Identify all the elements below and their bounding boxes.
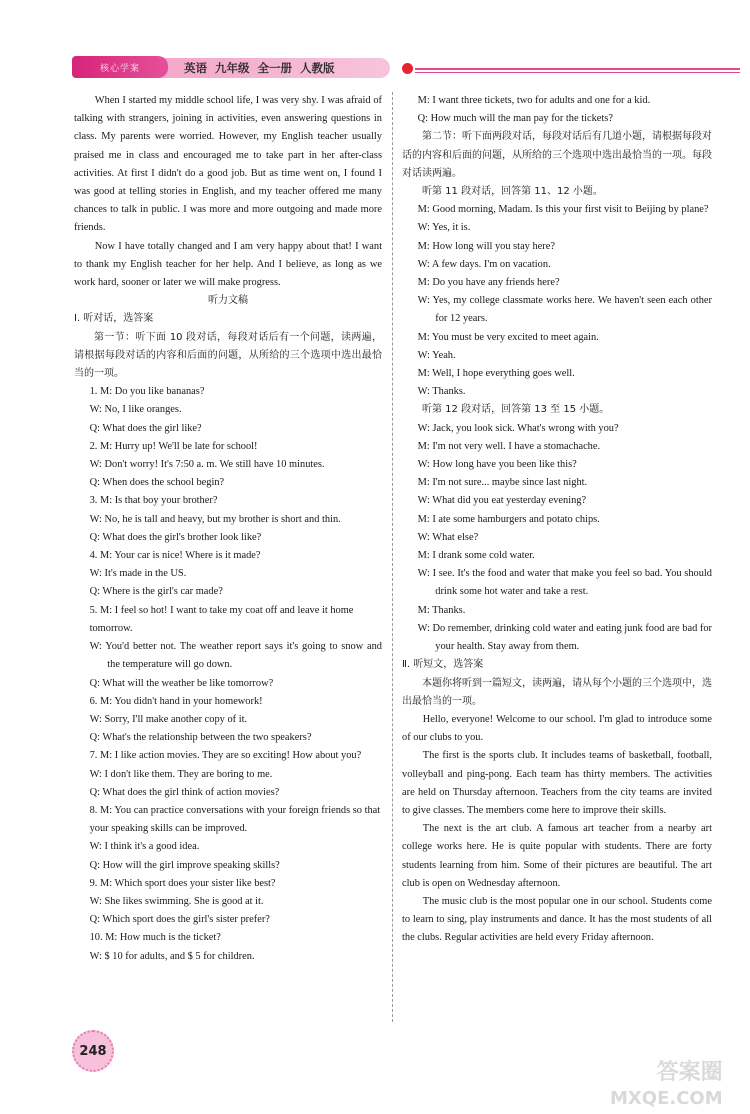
part-1-section-2-instructions: 第二节：听下面两段对话，每段对话后有几道小题，请根据每段对话的内容和后面的问题，从所给的三个选项中选出最恰当的一项。每段对话读两遍。 — [402, 131, 712, 179]
dialogue-list-11 — [402, 201, 712, 401]
dialogue-line: W: No, I like oranges. — [89, 404, 182, 416]
dialogue-line: W: Yes, my college classmate works here. We haven't seen each other for 12 years. — [417, 295, 712, 325]
dialogue-line: W: Jack, you look sick. What's wrong with you? — [417, 422, 619, 434]
dialogue-line: Q: How much will the man pay for the tickets? — [417, 113, 613, 125]
dialogue-line: W: A few days. I'm on vacation. — [417, 258, 551, 270]
dialogue-line: 4. M: Your car is nice! Where is it made? — [89, 550, 261, 562]
dialogue-line: M: I'm not very well. I have a stomachache. — [417, 440, 601, 452]
dialogue-line: M: Thanks. — [417, 604, 466, 616]
passage-paragraph-4: The music club is the most popular one in our school. Students come to learn to sing, play instruments and dance. It has the most students of all the clubs. Regular activities are held every Friday afternoon. — [402, 895, 712, 944]
dialogue-line: 7. M: I like action movies. They are so exciting! How about you? — [89, 750, 362, 762]
dialogue-line: W: Yes, it is. — [417, 222, 471, 234]
dialogue-list-1 — [74, 383, 382, 966]
right-column — [402, 92, 712, 948]
dialogue-12-heading: 听第 12 段对话，回答第 13 至 15 小题。 — [422, 404, 610, 416]
header-tab: 核心学案 — [72, 56, 168, 78]
part-2-instructions: 本题你将听到一篇短文，读两遍，请从每个小题的三个选项中，选出最恰当的一项。 — [402, 677, 712, 707]
dialogue-list-12 — [402, 420, 712, 657]
dialogue-line: M: I want three tickets, two for adults and one for a kid. — [417, 95, 651, 106]
part-1-heading: Ⅰ. 听对话，选答案 — [74, 313, 154, 325]
dialogue-line: W: It's made in the US. — [89, 568, 187, 580]
page-number: 248 — [79, 1043, 107, 1059]
watermark — [610, 1060, 723, 1112]
dialogue-line: W: I think it's a good idea. — [89, 841, 200, 853]
dialogue-line: 10. M: How much is the ticket? — [89, 932, 221, 944]
dialogue-line: M: I'm not sure... maybe since last night. — [417, 477, 588, 489]
header-dot — [402, 63, 413, 74]
dialogue-line: M: Do you have any friends here? — [417, 277, 560, 289]
dialogue-line: W: Thanks. — [417, 386, 466, 398]
dialogue-line: M: You must be very excited to meet again. — [417, 331, 599, 343]
header-title: 英语 九年级 全一册 人教版 — [150, 58, 390, 78]
left-column — [74, 92, 382, 966]
passage-paragraph-2: The first is the sports club. It includes teams of basketball, football, volleyball and ping-pong. Each team has thirty members. The activities are held on Thursday afternoon. Teachers from the city teams are invited to give classes. The members come here to improve their skills. — [402, 750, 712, 816]
dialogue-line: W: How long have you been like this? — [417, 459, 577, 471]
dialogue-line: M: I drank some cold water. — [417, 550, 535, 562]
dialogue-line: W: You'd better not. The weather report says it's going to snow and the temperature will go down. — [89, 641, 382, 671]
dialogue-line: Q: What does the girl's brother look like? — [89, 531, 262, 543]
dialogue-line: Q: What's the relationship between the two speakers? — [89, 732, 312, 744]
dialogue-line: 2. M: Hurry up! We'll be late for school! — [89, 440, 258, 452]
dialogue-11-heading: 听第 11 段对话，回答第 11、12 小题。 — [422, 186, 603, 198]
dialogue-line: M: I ate some hamburgers and potato chips. — [417, 513, 600, 525]
dialogue-line: Q: What does the girl think of action movies? — [89, 786, 280, 798]
dialogue-line: 8. M: You can practice conversations with your foreign friends so that your speaking skills can be improved. — [89, 804, 381, 835]
passage-paragraph-1: Hello, everyone! Welcome to our school. I'm glad to introduce some of our clubs to you. — [402, 713, 712, 744]
dialogue-line: W: Yeah. — [417, 349, 456, 361]
dialogue-line: 6. M: You didn't hand in your homework! — [89, 695, 263, 707]
dialogue-line: Q: Which sport does the girl's sister prefer? — [89, 914, 270, 926]
dialogue-line: Q: Where is the girl's car made? — [89, 586, 223, 598]
dialogue-line: Q: What will the weather be like tomorrow? — [89, 677, 274, 689]
dialogue-line: Q: When does the school begin? — [89, 477, 225, 489]
watermark-line-1: 答案圈 — [656, 1060, 723, 1085]
page-number-badge — [72, 1030, 114, 1072]
story-paragraph-1: When I started my middle school life, I was very shy. I was afraid of talking with strangers, joining in activities, even answering questions in class. My parents were worried. However, my English teacher usually praised me in class and encouraged me to take part in her after-class activities. At first I didn't do a good job. But as time went on, I found I was good at telling stories in English, and my teacher offered me many chances to talk in public. I was more and more outgoing and made more friends. — [74, 95, 382, 234]
dialogue-line: W: Don't worry! It's 7:50 a. m. We still have 10 minutes. — [89, 459, 325, 471]
watermark-line-2: MXQE.COM — [610, 1088, 723, 1109]
part-2-heading: Ⅱ. 听短文，选答案 — [402, 659, 484, 671]
dialogue-line: W: I see. It's the food and water that make you feel so bad. You should drink some hot water and take a rest. — [417, 568, 712, 598]
dialogue-line: W: What did you eat yesterday evening? — [417, 495, 587, 507]
header-rule — [415, 68, 740, 70]
dialogue-line: W: Sorry, I'll make another copy of it. — [89, 713, 248, 725]
dialogue-line: 5. M: I feel so hot! I want to take my coat off and leave it home tomorrow. — [89, 604, 354, 634]
section-title: 听力文稿 — [208, 295, 248, 307]
dialogue-line: W: What else? — [417, 531, 479, 543]
header-rule-thin — [415, 72, 740, 73]
dialogue-line: 3. M: Is that boy your brother? — [89, 495, 218, 507]
dialogue-line: Q: How will the girl improve speaking skills? — [89, 859, 280, 871]
dialogue-line: W: No, he is tall and heavy, but my brother is short and thin. — [89, 513, 341, 525]
dialogue-line: Q: What does the girl like? — [89, 422, 202, 434]
column-divider — [392, 92, 393, 1022]
passage-paragraph-3: The next is the art club. A famous art teacher from a nearby art college works here. He is quite popular with students. There are forty students learning from him. Some of their pictures are beautiful. The art club is open on Wednesday afternoon. — [402, 823, 712, 889]
dialogue-line: W: $ 10 for adults, and $ 5 for children. — [89, 950, 255, 962]
dialogue-line: M: Good morning, Madam. Is this your first visit to Beijing by plane? — [417, 204, 709, 216]
dialogue-line: W: She likes swimming. She is good at it. — [89, 895, 264, 907]
dialogue-line: 9. M: Which sport does your sister like best? — [89, 877, 276, 889]
dialogue-line: W: I don't like them. They are boring to me. — [89, 768, 273, 780]
story-paragraph-2: Now I have totally changed and I am very happy about that! I want to thank my English teacher for her help. And I believe, as long as we work hard, sooner or later we will make progress. — [74, 240, 382, 289]
part-1-instructions: 第一节：听下面 10 段对话，每段对话后有一个问题，读两遍，请根据每段对话的内容和后面的问题，从所给的三个选项中选出最恰当的一项。 — [74, 331, 382, 380]
dialogue-line: M: Well, I hope everything goes well. — [417, 368, 575, 380]
dialogue-list-2 — [402, 92, 712, 128]
dialogue-line: M: How long will you stay here? — [417, 240, 555, 252]
dialogue-line: 1. M: Do you like bananas? — [89, 386, 205, 398]
dialogue-line: W: Do remember, drinking cold water and eating junk food are bad for your health. Stay away from them. — [417, 622, 712, 653]
